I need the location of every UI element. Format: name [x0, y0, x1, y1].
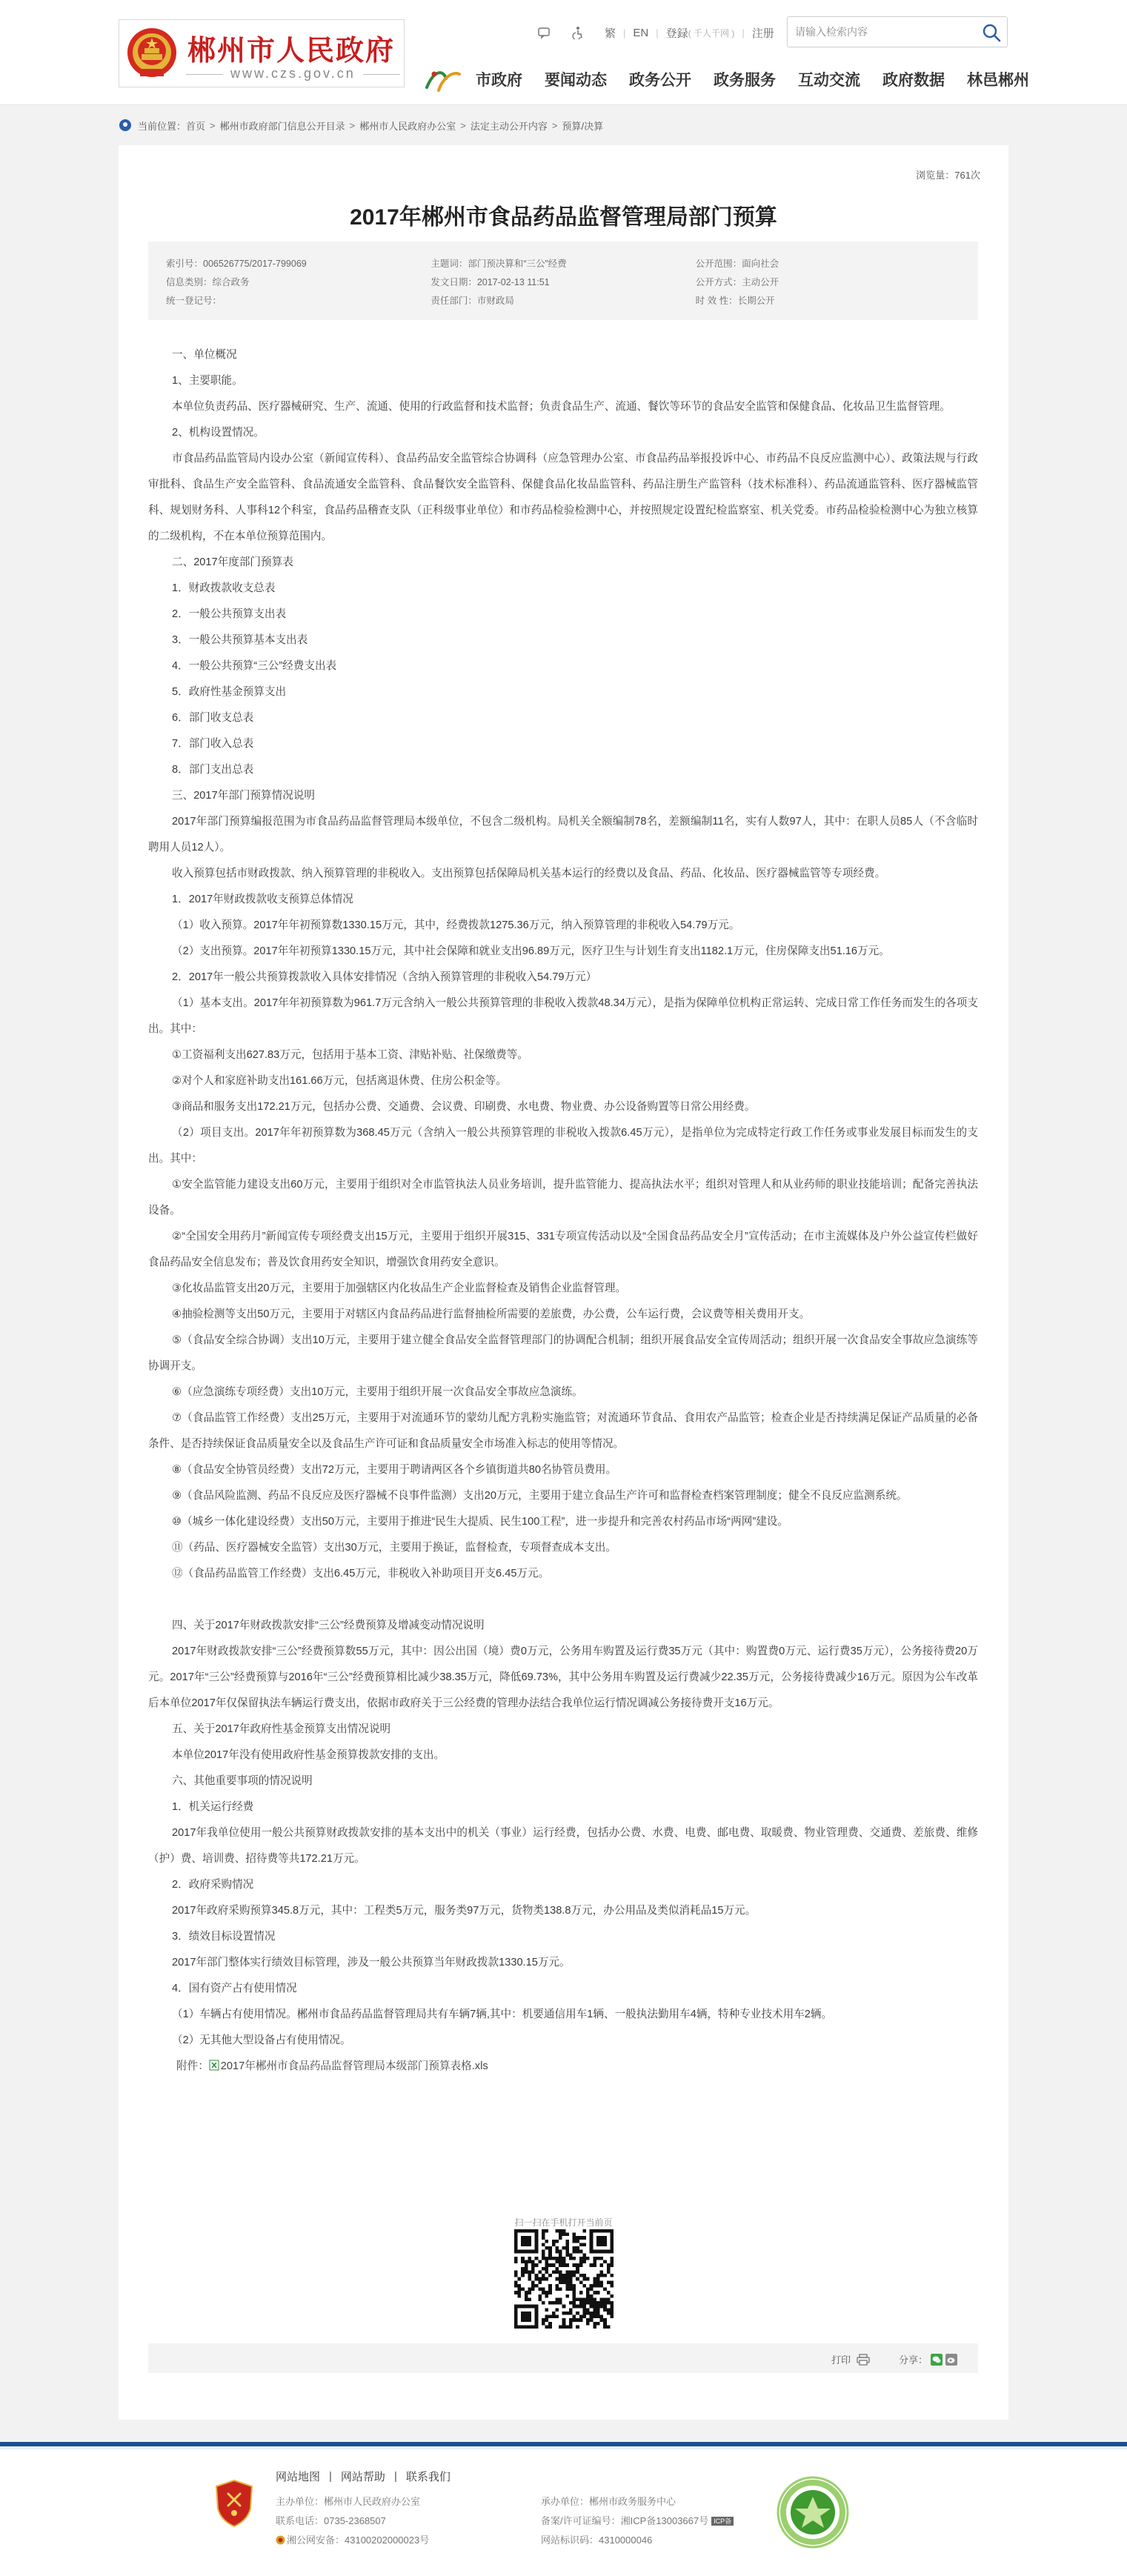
article-paragraph: 五、关于2017年政府性基金预算支出情况说明 [172, 1723, 391, 1735]
article-paragraph: 2017年政府采购预算345.8万元，其中：工程类5万元，服务类97万元，货物类138.8万元，办公用品及类似消耗品15万元。 [172, 1905, 757, 1917]
footer-site-code: 网站标识码：4310000046 [541, 2535, 653, 2546]
article-paragraph: 7．部门收入总表 [172, 738, 254, 750]
divider: | [742, 27, 745, 39]
speech-icon[interactable] [536, 25, 551, 40]
site-logo[interactable] [119, 19, 405, 87]
article-paragraph: ①工资福利支出627.83万元，包括用于基本工资、津贴补贴、社保缴费等。 [172, 1049, 528, 1061]
breadcrumb-label: 当前位置： [138, 120, 187, 132]
article-paragraph: 收入预算包括市财政拨款、纳入预算管理的非税收入。支出预算包括保障局机关基本运行的经费以及食品、药品、化妆品、医疗器械监管等专项经费。 [172, 868, 886, 879]
national-emblem-icon [125, 26, 179, 81]
article-paragraph: 8．部门支出总表 [172, 764, 254, 776]
article-paragraph: 六、其他重要事项的情况说明 [172, 1775, 313, 1787]
search-icon[interactable] [982, 23, 1001, 42]
breadcrumb-separator: > [551, 119, 558, 131]
footer-host: 主办单位：郴州市人民政府办公室 [276, 2496, 421, 2507]
article-paragraph: ④抽验检测等支出50万元，主要用于对辖区内食品药品进行监督抽检所需要的差旅费，办公费，公车运行费，会议费等相关费用开支。 [172, 1308, 811, 1320]
printer-icon [857, 2354, 870, 2366]
article-paragraph: 2、机构设置情况。 [172, 427, 265, 439]
attachment-label: 附件： [176, 2060, 209, 2072]
metadata-registration: 统一登记号： [166, 295, 222, 306]
weibo-icon[interactable] [945, 2354, 957, 2366]
article-paragraph: 6．部门收支总表 [172, 712, 254, 724]
article-paragraph: ⑧（食品安全协管员经费）支出72万元，主要用于聘请两区各个乡镇街道共80名协管员费用。 [172, 1464, 617, 1476]
metadata-row [166, 272, 960, 290]
article-paragraph: ③商品和服务支出172.21万元，包括办公费、交通费、会议费、印刷费、水电费、物业费、办公设备购置等日常公用经费。 [172, 1101, 756, 1113]
nav-item-linyi-chenzhou[interactable]: 林邑郴州 [967, 72, 1029, 89]
article-paragraph: 4．国有资产占有使用情况 [172, 1983, 297, 1994]
party-emblem-icon [213, 2479, 255, 2528]
article-paragraph: ⑦（食品监管工作经费）支出25万元，主要用于对流通环节的蒙幼儿配方乳粉实施监管；对流通环节食品、食用农产品监管；检查企业是否持续满足保证产品质量的必备条件、是否持续保证食品质量安全以及食品生产许可证和食品质量安全市场准入标志的使用等情况。 [148, 1412, 978, 1450]
divider: | [329, 2470, 332, 2483]
article-paragraph: 市食品药品监管局内设办公室（新闻宣传科）、食品药品安全监管综合协调科（应急管理办公室、市食品药品举报投诉中心、市药品不良反应监测中心）、政策法规与行政审批科、食品生产安全监管科、食品流通安全监管科、食品餐饮安全监管科、保健食品化妆品监管科、药品注册生产监管科（技术标准科）、药品流通监管科、医疗器械监管科、规划财务科、人事科12个科室，食品药品稽查支队（正科级事业单位）和市药品检验检测中心，并按照规定设置纪检监察室、机关党委。市药品检验检测中心为独立核算的二级机构，不在本单位预算范围内。 [148, 453, 978, 542]
share-label: 分享： [898, 2354, 928, 2366]
nav-item-open-government[interactable]: 政务公开 [629, 72, 691, 89]
footer-undertaker: 承办单位：郴州市政务服务中心 [541, 2496, 676, 2507]
article-paragraph: 2017年部门预算编报范围为市食品药品监督管理局本级单位，不包含二级机构。局机关全额编制78名，差额编制11名，实有人数97人，其中：在职人员85人（不含临时聘用人员12人）。 [148, 816, 978, 853]
page-title: 2017年郴州市食品药品监督管理局部门预算 [350, 205, 777, 230]
article-paragraph: ①安全监管能力建设支出60万元，主要用于组织对全市监管执法人员业务培训，提升监管能力、提高执法水平；组织对管理人和从业药师的职业技能培训；配备完善执法设备。 [148, 1179, 978, 1217]
article-paragraph: ⑨（食品风险监测、药品不良反应及医疗器械不良事件监测）支出20万元，主要用于建立食品生产许可和监督检查档案管理制度；健全不良反应监测系统。 [172, 1490, 908, 1502]
register-link[interactable]: 注册 [751, 27, 774, 40]
footer-phone: 联系电话：0735-2368507 [276, 2515, 386, 2526]
breadcrumb-budget[interactable]: 预算/决算 [562, 120, 604, 132]
divider: | [656, 27, 659, 39]
metadata-date: 发文日期：2017-02-13 11:51 [430, 276, 550, 287]
breadcrumb-separator: > [460, 119, 466, 131]
excel-file-icon [209, 2060, 219, 2071]
footer-stripe [0, 2446, 1127, 2449]
footer-police-text: 湘公网安备：43100202000023号 [287, 2535, 430, 2546]
divider: | [623, 27, 626, 39]
breadcrumb-separator: > [349, 119, 356, 131]
article-paragraph: ②“全国安全用药月”新闻宣传专项经费支出15万元，主要用于组织开展315、331专项宣传活动以及“全国食品药品安全月”宣传活动；在市主流媒体及户外公益宣传栏做好食品药品安全信息发布；普及饮食用药安全知识，增强饮食用药安全意识。 [148, 1231, 978, 1268]
footer-icp[interactable] [541, 2512, 734, 2531]
metadata-scope: 公开范围：面向社会 [695, 258, 779, 269]
article-paragraph: （1）收入预算。2017年年初预算数1330.15万元，其中，经费拨款1275.36万元，纳入预算管理的非税收入54.79万元。 [172, 919, 740, 931]
breadcrumb-public-content[interactable]: 法定主动公开内容 [470, 120, 548, 132]
article-paragraph: 1、主要职能。 [172, 375, 243, 387]
main-nav [424, 65, 1029, 93]
footer-info-left [276, 2492, 429, 2550]
article-paragraph: （1）车辆占有使用情况。郴州市食品药品监督管理局共有车辆7辆,其中：机要通信用车1辆、一般执法勤用车4辆，特种专业技术用车2辆。 [172, 2008, 833, 2020]
site-header [0, 0, 1127, 105]
article-paragraph: ⑤（食品安全综合协调）支出10万元，主要用于建立健全食品安全监督管理部门的协调配合机制；组织开展食品安全宣传周活动；组织开展一次食品安全事故应急演练等协调开支。 [148, 1334, 978, 1372]
article-paragraph: ②对个人和家庭补助支出161.66万元，包括离退休费、住房公积金等。 [172, 1075, 507, 1087]
site-name: 郴州市人民政府 [187, 36, 396, 67]
article-paragraph: 本单位2017年没有使用政府性基金预算拨款安排的支出。 [172, 1749, 445, 1761]
article-toolbar [148, 2343, 978, 2373]
metadata-keywords: 主题词：部门预决算和“三公”经费 [430, 258, 567, 269]
traditional-chinese-link[interactable]: 繁 [605, 27, 616, 40]
document-metadata [148, 242, 978, 320]
metadata-method: 公开方式：主动公开 [695, 276, 779, 287]
article-paragraph: 三、2017年部门预算情况说明 [172, 790, 315, 802]
view-count: 浏览量：761次 [916, 170, 980, 181]
article-paragraph: 2．2017年一般公共预算拨款收入具体安排情况（含纳入预算管理的非税收入54.79万元） [172, 971, 597, 983]
footer-link-sitemap[interactable]: 网站地图 [276, 2471, 321, 2483]
article-paragraph: 2017年我单位使用一般公共预算财政拨款安排的基本支出中的机关（事业）运行经费，包括办公费、水费、电费、邮电费、取暖费、物业管理费、交通费、差旅费、维修（护）费、培训费、招待费等共172.21万元。 [148, 1827, 978, 1865]
divider: | [393, 2470, 397, 2483]
article-paragraph: 3．绩效目标设置情况 [172, 1931, 276, 1943]
attachment-link[interactable]: 2017年郴州市食品药品监督管理局本级部门预算表格.xls [220, 2060, 488, 2072]
article-paragraph: 4．一般公共预算“三公”经费支出表 [172, 660, 337, 672]
article-paragraph: 2017年部门整体实行绩效目标管理，涉及一般公共预算当年财政拨款1330.15万元。 [172, 1957, 571, 1968]
accessibility-icon[interactable] [571, 25, 585, 40]
article-paragraph: 四、关于2017年财政拨款安排“三公”经费预算及增减变动情况说明 [172, 1620, 485, 1631]
nav-item-interaction[interactable]: 互动交流 [798, 72, 860, 89]
article-paragraph: 二、2017年度部门预算表 [172, 556, 293, 568]
article-paragraph: 5．政府性基金预算支出 [172, 686, 287, 698]
footer-link-contact[interactable]: 联系我们 [405, 2471, 451, 2483]
article-paragraph: ⑪（药品、医疗器械安全监管）支出30万元，主要用于换证，监督检查，专项督查成本支出。 [172, 1542, 616, 1554]
print-label: 打印 [831, 2354, 851, 2366]
qr-caption: 扫一扫在手机打开当前页 [514, 2217, 613, 2228]
article-paragraph: 3．一般公共预算基本支出表 [172, 634, 308, 646]
article-body [148, 342, 978, 2080]
share-group [899, 2352, 957, 2366]
article-paragraph: （1）基本支出。2017年年初预算数为961.7万元含纳入一般公共预算管理的非税收入拨款48.34万元），是指为保障单位机构正常运转、完成日常工作任务而发生的各项支出。其中： [148, 997, 978, 1035]
footer-link-help[interactable]: 网站帮助 [340, 2471, 385, 2483]
footer-police-record[interactable] [276, 2531, 429, 2550]
breadcrumb-home[interactable]: 首页 [186, 120, 206, 132]
metadata-department: 责任部门：市财政局 [430, 295, 514, 306]
article-paragraph: 2．政府采购情况 [172, 1879, 254, 1891]
article-paragraph: （2）项目支出。2017年年初预算数为368.45万元（含纳入一般公共预算管理的非税收入拨款6.45万元），是指单位为完成特定行政工作任务或事业发展目标而发生的支出。其中： [148, 1127, 978, 1165]
nav-item-city-government[interactable]: 市政府 [476, 72, 522, 89]
breadcrumb-separator: > [210, 119, 216, 131]
site-footer [0, 2442, 1127, 2576]
article-paragraph: （2）支出预算。2017年年初预算1330.15万元，其中社会保障和就业支出96.89万元，医疗卫生与计划生育支出1182.1万元，住房保障支出51.16万元。 [172, 945, 890, 957]
top-links [536, 24, 774, 41]
gov-site-error-report-badge-icon[interactable] [777, 2476, 849, 2549]
search-input[interactable] [795, 24, 973, 40]
nav-item-data[interactable]: 政府数据 [882, 72, 945, 89]
city-mark-icon [424, 65, 462, 93]
article-paragraph: 1．机关运行经费 [172, 1801, 254, 1813]
location-pin-icon [119, 119, 132, 132]
article-paragraph: 一、单位概况 [172, 349, 237, 361]
site-domain: www.czs.gov.cn [230, 66, 356, 81]
footer-icp-text: 备案/许可证编号：湘ICP备13003667号 [541, 2515, 709, 2526]
article-paragraph: ⑥（应急演练专项经费）支出10万元，主要用于组织开展一次食品安全事故应急演练。 [172, 1386, 583, 1398]
footer-info-right [541, 2492, 734, 2550]
article-paragraph: （2）无其他大型设备占有使用情况。 [172, 2034, 351, 2046]
nav-item-services[interactable]: 政务服务 [714, 72, 776, 89]
wechat-icon[interactable] [931, 2354, 943, 2366]
article-paragraph: 2．一般公共预算支出表 [172, 608, 287, 620]
footer-links [276, 2469, 451, 2484]
nav-item-news[interactable]: 要闻动态 [545, 72, 607, 89]
metadata-category: 信息类别：综合政务 [166, 276, 250, 287]
breadcrumb [119, 117, 603, 133]
qr-code [514, 2229, 614, 2329]
login-link[interactable]: 登録 [665, 27, 688, 40]
article-paragraph: ⑩（城乡一体化建设经费）支出50万元，主要用于推进“民生大提质、民生100工程”，进一步提升和完善农村药品市场“两网”建设。 [172, 1516, 788, 1528]
article-card [119, 145, 1008, 2420]
english-link[interactable]: EN [633, 26, 649, 39]
article-paragraph: 1．2017年财政拨款收支预算总体情况 [172, 893, 353, 905]
print-button[interactable] [831, 2352, 870, 2366]
breadcrumb-catalog[interactable]: 郴州市政府部门信息公开目录 [219, 120, 345, 132]
attachment [148, 2054, 978, 2080]
article-paragraph: ⑫（食品药品监管工作经费）支出6.45万元，非税收入补助项目开支6.45万元。 [172, 1568, 550, 1580]
icp-tag: ICP备 [711, 2517, 734, 2526]
article-paragraph: 本单位负责药品、医疗器械研究、生产、流通、使用的行政监督和技术监督；负责食品生产、流通、餐饮等环节的食品安全监管和保健食品、化妆品卫生监督管理。 [172, 401, 951, 413]
login-note: ( 千人千网 ) [688, 27, 735, 39]
article-paragraph: ③化妆品监管支出20万元，主要用于加强辖区内化妆品生产企业监督检查及销售企业监督管理。 [172, 1282, 627, 1294]
metadata-validity: 时 效 性：长期公开 [695, 295, 775, 306]
search-box [787, 16, 1008, 47]
breadcrumb-office[interactable]: 郴州市人民政府办公室 [359, 120, 456, 132]
police-badge-icon [276, 2535, 285, 2545]
metadata-row [166, 253, 960, 272]
metadata-row [166, 290, 960, 309]
metadata-index-number: 索引号：006526775/2017-799069 [166, 258, 307, 269]
article-paragraph: 2017年财政拨款安排“三公”经费预算数55万元，其中：因公出国（境）费0万元，公务用车购置及运行费35万元（其中：购置费0万元、运行费35万元），公务接待费20万元。2017年“三公”经费预算与2016年“三公”经费预算相比减少38.35万元，降低69.73%，其中公务用车购置及运行费减少22.35万元，公务接待费减少16万元。原因为公车改革后本单位2017年仅保留执法车辆运行费支出，依据市政府关于三公经费的管理办法结合我单位运行情况调减公务接待费开支16万元。 [148, 1645, 978, 1709]
article-paragraph: 1．财政拨款收支总表 [172, 582, 276, 594]
